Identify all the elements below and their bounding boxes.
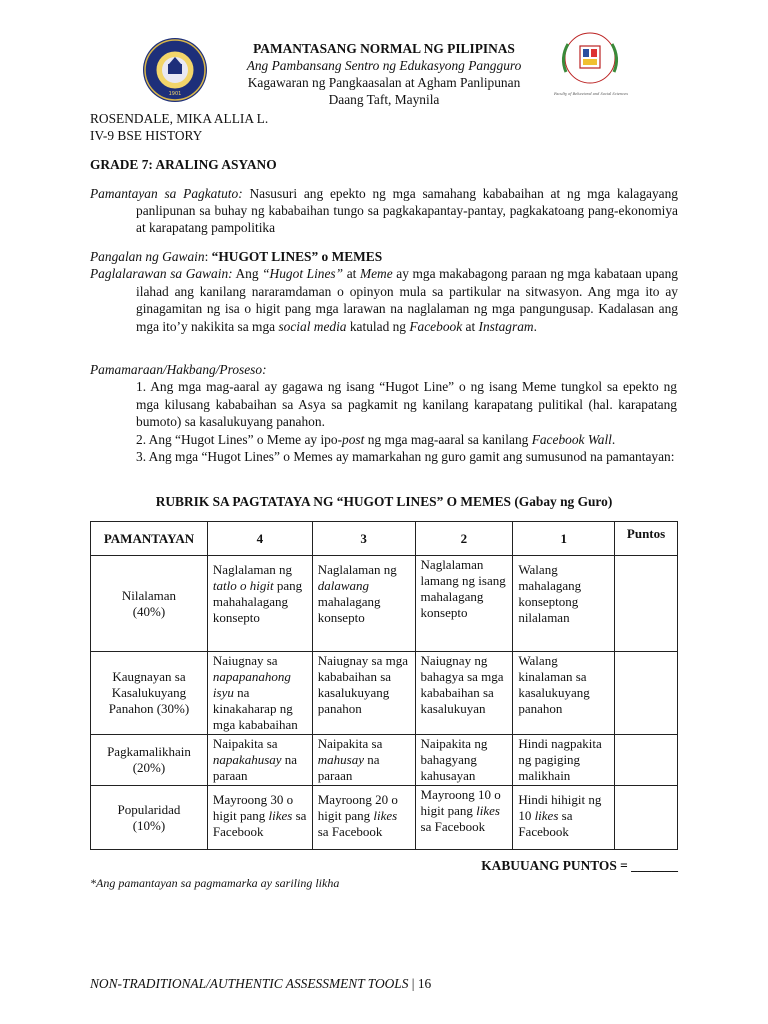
cell-text: Naipakita sa — [212, 736, 278, 751]
desc-text: . — [533, 318, 537, 334]
procedure-step-3: 3. Ang mga “Hugot Lines” o Memes ay mamarkahan ng guro gamit ang sumusunod na pamantayan: — [136, 449, 675, 464]
rubric-table — [90, 521, 678, 850]
student-section: IV-9 BSE HISTORY — [90, 128, 203, 143]
activity-description — [90, 265, 678, 335]
step2-text: ng mga mag-aaral sa kanilang — [364, 431, 532, 447]
cell-text: pang mahahalagang konsepto — [212, 578, 303, 625]
header-puntos: Puntos — [615, 522, 678, 556]
activity-name: Pangalan ng Gawain: “HUGOT LINES” o MEMES — [90, 249, 383, 264]
puntos-cell — [615, 735, 678, 786]
desc-text: at — [462, 318, 479, 334]
cell-text: na kinakaharap ng mga kababaihan — [212, 685, 298, 732]
desc-fb: Facebook — [409, 318, 463, 334]
score-3-cell — [312, 735, 415, 786]
criterion-label: Popularidad (10%) — [117, 801, 181, 833]
table-header-row — [91, 522, 678, 556]
procedure-step-2 — [136, 431, 677, 449]
cell-text: Mayroong 30 o higit pang — [212, 792, 294, 823]
cell-text: na paraan — [212, 752, 298, 783]
table-row — [91, 556, 678, 652]
puntos-cell — [615, 556, 678, 652]
logo2-caption: Faculty of Behavioral and Social Sciences — [553, 92, 629, 96]
total-score-line: KABUUANG PUNTOS = _______ — [481, 858, 678, 873]
step2-fbwall: Facebook Wall — [531, 431, 612, 447]
cell-text: Naiugnay sa — [212, 653, 278, 668]
desc-ig: Instagram — [478, 318, 534, 334]
score-2-cell: Naiugnay ng bahagya sa mga kababaihan sa kasalukuyan — [415, 652, 513, 735]
desc-meme: Meme — [359, 266, 393, 281]
step2-post: post — [342, 431, 365, 447]
cell-italic: likes — [534, 808, 559, 823]
step2-text: 2. Ang “Hugot Lines” o Meme ay ipo- — [136, 431, 343, 447]
page-footer — [90, 976, 431, 992]
cell-text: sa Facebook — [317, 824, 383, 839]
score-4-cell — [207, 735, 312, 786]
cell-italic: mahusay — [317, 752, 364, 767]
footer-page-number: | 16 — [408, 976, 432, 991]
step2-text: . — [611, 431, 616, 447]
cell-italic: napakahusay — [212, 752, 282, 767]
cell-text: Naipakita sa — [317, 736, 383, 751]
desc-text: at — [343, 266, 360, 281]
score-2-cell — [415, 786, 513, 850]
desc-hugot: “Hugot Lines” — [262, 266, 344, 281]
department-name: Kagawaran ng Pangkaasalan at Agham Panlipunan — [247, 75, 521, 90]
student-info — [90, 110, 268, 144]
score-1-cell: Hindi nagpakita ng pagiging malikhain — [513, 735, 615, 786]
desc-label: Paglalarawan sa Gawain: — [90, 266, 233, 281]
score-3-cell: Naiugnay sa mga kababaihan sa kasalukuyang panahon — [312, 652, 415, 735]
criterion-label: Kaugnayan sa Kasalukuyang Panahon (30%) — [108, 669, 190, 716]
cell-italic: napapanahong isyu — [212, 669, 291, 700]
table-row — [91, 652, 678, 735]
score-4-cell — [207, 786, 312, 850]
puntos-cell — [615, 786, 678, 850]
university-name: PAMANTASANG NORMAL NG PILIPINAS — [253, 41, 515, 56]
activity-name-value: “HUGOT LINES” o MEMES — [211, 249, 383, 264]
cell-italic: dalawang — [317, 578, 370, 593]
cell-italic: tatlo o higit — [212, 578, 274, 593]
cell-text: Hindi hihigit ng 10 — [518, 792, 602, 823]
score-1-cell: Walang kinalaman sa kasalukuyang panahon — [513, 652, 615, 735]
procedure-label: Pamamaraan/Hakbang/Proseso: — [90, 362, 267, 377]
standard-label: Pamantayan sa Pagkatuto: — [90, 186, 243, 201]
cell-text: sa Facebook — [518, 808, 573, 839]
desc-social: social media — [278, 318, 347, 334]
puntos-cell — [615, 652, 678, 735]
university-tagline: Ang Pambansang Sentro ng Edukasyong Pangguro — [246, 58, 522, 73]
score-3-cell — [312, 786, 415, 850]
activity-name-label: Pangalan ng Gawain — [90, 249, 205, 264]
footer-title: NON-TRADITIONAL/AUTHENTIC ASSESSMENT TOOLS — [90, 976, 409, 991]
university-seal-logo — [142, 37, 208, 103]
table-row — [91, 735, 678, 786]
cell-text: Naglalaman ng — [212, 562, 292, 577]
cell-text: Naglalaman ng — [317, 562, 397, 577]
score-2-cell: Naglalaman lamang ng isang mahalagang konsepto — [415, 556, 513, 652]
seal-year: 1901 — [168, 91, 182, 97]
cell-text: Mayroong 10 o higit pang — [420, 787, 501, 818]
subject-title: GRADE 7: ARALING ASYANO — [90, 157, 277, 172]
cell-text: sa Facebook — [420, 819, 486, 834]
criterion-label: Nilalaman (40%) — [121, 587, 177, 619]
header-pamantayan: PAMANTAYAN — [91, 522, 208, 556]
desc-text: ay mga makabagong paraan ng mga kabataan upang ilahad ang kanilang nararamdaman o opinyon mula sa partikular na sitwasyon. Ang mga ito ay ginagamitan ng isa o higit pang mga larawan na naglalaman ng mga pangungusap. Kadalasan ang mga ito’y nakikita sa mga — [136, 266, 678, 334]
learning-standard — [90, 185, 678, 236]
score-2-cell: Naipakita ng bahagyang kahusayan — [415, 735, 513, 786]
criterion-cell — [91, 735, 208, 786]
criterion-label: Pagkamalikhain (20%) — [107, 744, 191, 775]
score-4-cell — [207, 556, 312, 652]
score-3-cell — [312, 556, 415, 652]
header-3: 3 — [312, 522, 415, 556]
student-name: ROSENDALE, MIKA ALLIA L. — [90, 111, 269, 126]
header-4: 4 — [207, 522, 312, 556]
procedure-steps — [136, 378, 677, 466]
criterion-cell — [91, 786, 208, 850]
address: Daang Taft, Maynila — [328, 92, 440, 107]
standard-text: Nasusuri ang epekto ng mga samahang kababaihan at ng mga kalagayang panlipunan sa buhay ng kababaihan tungo sa pagkakapantay-pantay, pagkakatoang pang-ekonomiya at karapatang pampolitika — [136, 186, 678, 235]
header-2: 2 — [415, 522, 513, 556]
cell-text: Mayroong 20 o higit pang — [317, 792, 398, 823]
table-row — [91, 786, 678, 850]
cell-text: mahalagang konsepto — [317, 594, 381, 625]
rubric-title: RUBRIK SA PAGTATAYA NG “HUGOT LINES” O MEMES (Gabay ng Guro) — [155, 494, 613, 509]
cell-text: na paraan — [317, 752, 380, 783]
score-1-cell — [513, 786, 615, 850]
rubric-note: *Ang pamantayan sa pagmamarka ay sariling likha — [90, 876, 340, 890]
desc-text: katulad ng — [346, 318, 410, 334]
header-1: 1 — [513, 522, 615, 556]
cell-italic: likes — [373, 808, 398, 823]
procedure-step-1: 1. Ang mga mag-aaral ay gagawa ng isang “Hugot Line” o ng isang Meme tungkol sa epekto ng mga kilusang kababaihan sa Asya sa pagkamit ng kanilang karapatang pulitikal (hal. karapatang bumoto) sa kasalukuyang panahon. — [136, 379, 677, 429]
cell-italic: likes — [268, 808, 293, 823]
letterhead — [200, 40, 568, 108]
desc-text: Ang — [232, 266, 263, 281]
cell-italic: likes — [476, 803, 500, 818]
cell-text: sa Facebook — [212, 808, 307, 839]
score-4-cell — [207, 652, 312, 735]
score-1-cell: Walang mahalagang konseptong nilalaman — [513, 556, 615, 652]
criterion-cell — [91, 652, 208, 735]
criterion-cell — [91, 556, 208, 652]
